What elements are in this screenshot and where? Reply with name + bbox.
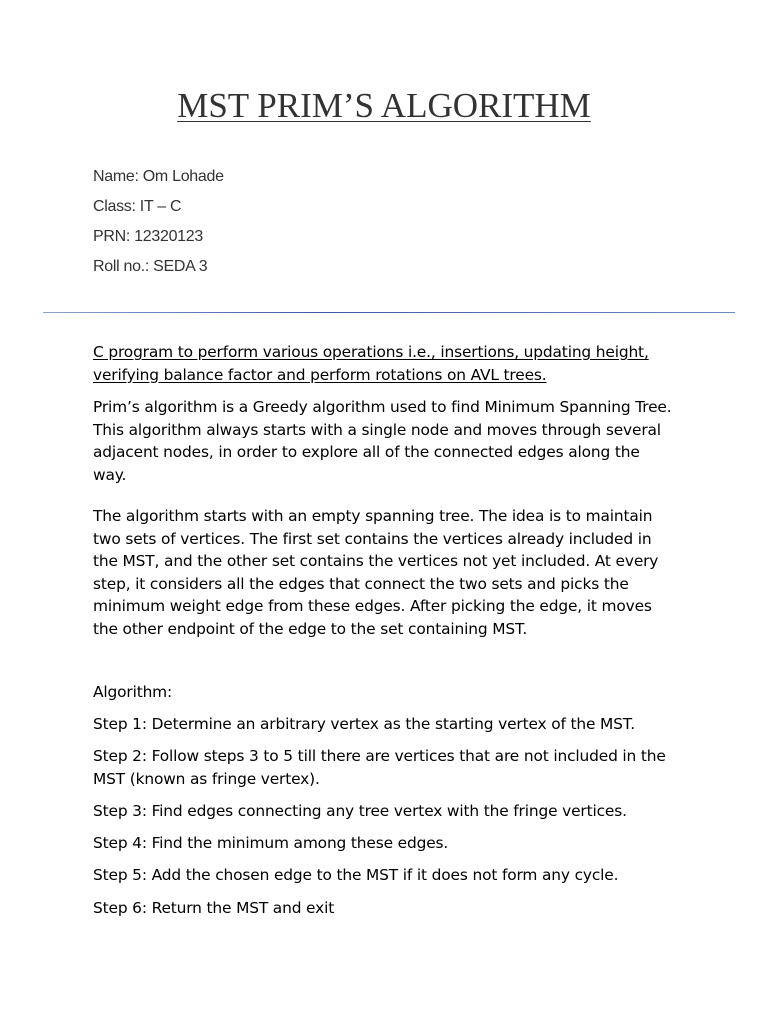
algorithm-label: Algorithm: [93,683,173,701]
algorithm-step-1: Step 1: Determine an arbitrary vertex as the starting vertex of the MST. [93,715,635,733]
student-prn: PRN: 12320123 [93,228,203,245]
intro-paragraph: Prim’s algorithm is a Greedy algorithm used to find Minimum Spanning Tree. This algorithm always starts with a single node and moves through several adjacent nodes, in order to explore all of the connected edges along the way. [93,398,672,484]
student-class: Class: IT – C [93,198,182,215]
student-name: Name: Om Lohade [93,168,224,185]
description-paragraph: The algorithm starts with an empty spanning tree. The idea is to maintain two sets of vertices. The first set contains the vertices already included in the MST, and the other set contains the vertices not yet included. At every step, it considers all the edges that connect the two sets and picks the minimum weight edge from these edges. After picking the edge, it moves the other endpoint of the edge to the set containing MST. [93,507,659,638]
document-title: MST PRIM’S ALGORITHM [177,86,591,125]
horizontal-divider [43,312,735,313]
algorithm-step-2: Step 2: Follow steps 3 to 5 till there are vertices that are not included in the MST (known as fringe vertex). [93,747,666,788]
student-roll-no: Roll no.: SEDA 3 [93,258,208,275]
algorithm-step-4: Step 4: Find the minimum among these edges. [93,834,449,852]
algorithm-step-5: Step 5: Add the chosen edge to the MST if it does not form any cycle. [93,866,619,884]
program-heading: C program to perform various operations i.e., insertions, updating height, verifying balance factor and perform rotations on AVL trees. [93,343,649,384]
algorithm-step-6: Step 6: Return the MST and exit [93,899,335,917]
algorithm-step-3: Step 3: Find edges connecting any tree vertex with the fringe vertices. [93,802,627,820]
student-info [93,166,224,286]
